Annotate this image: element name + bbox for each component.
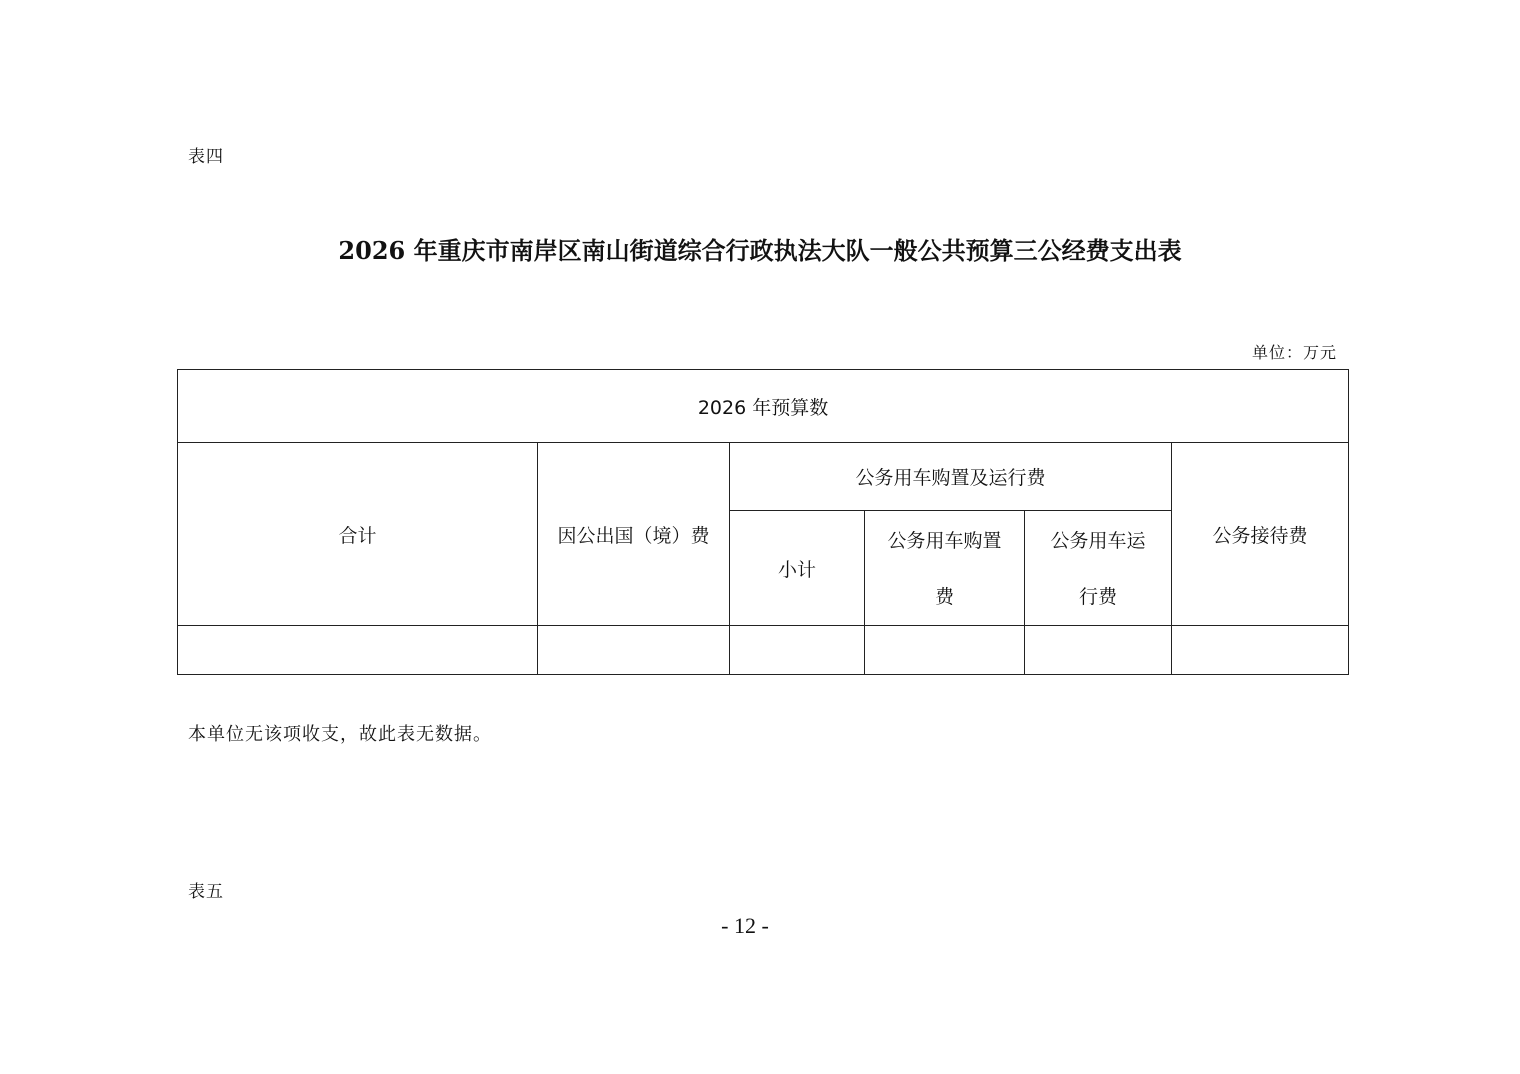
unit-label: 单位：万元 (1251, 343, 1337, 362)
header-vehicle-group: 公务用车购置及运行费 (730, 443, 1172, 511)
header-total: 合计 (178, 443, 538, 626)
year-header-row (178, 370, 1349, 443)
header-vehicle-operation (1025, 511, 1172, 626)
header-subtotal: 小计 (730, 511, 865, 626)
header-vehicle-operation-line2: 行费 (1078, 586, 1117, 608)
header-vehicle-purchase-line1: 公务用车购置 (887, 530, 1002, 552)
header-vehicle-purchase-line2: 费 (934, 586, 954, 608)
table-row (178, 626, 1349, 675)
cell-subtotal (730, 626, 865, 675)
header-vehicle-operation-line1: 公务用车运 (1050, 530, 1146, 552)
page-number: - 12 - (721, 913, 769, 938)
cell-reception (1172, 626, 1349, 675)
page-title: 2026 年重庆市南岸区南山街道综合行政执法大队一般公共预算三公经费支出表 (338, 236, 1182, 265)
budget-table (177, 369, 1349, 675)
table-label-bottom: 表五 (188, 882, 224, 902)
cell-total (178, 626, 538, 675)
header-reception: 公务接待费 (1172, 443, 1349, 626)
cell-abroad (538, 626, 730, 675)
table-label-top: 表四 (188, 147, 224, 167)
header-vehicle-purchase (865, 511, 1025, 626)
header-row-1 (178, 443, 1349, 511)
no-data-note: 本单位无该项收支，故此表无数据。 (188, 724, 492, 745)
year-header-cell: 2026 年预算数 (178, 370, 1349, 443)
cell-vehicle-operation (1025, 626, 1172, 675)
header-abroad: 因公出国（境）费 (538, 443, 730, 626)
cell-vehicle-purchase (865, 626, 1025, 675)
